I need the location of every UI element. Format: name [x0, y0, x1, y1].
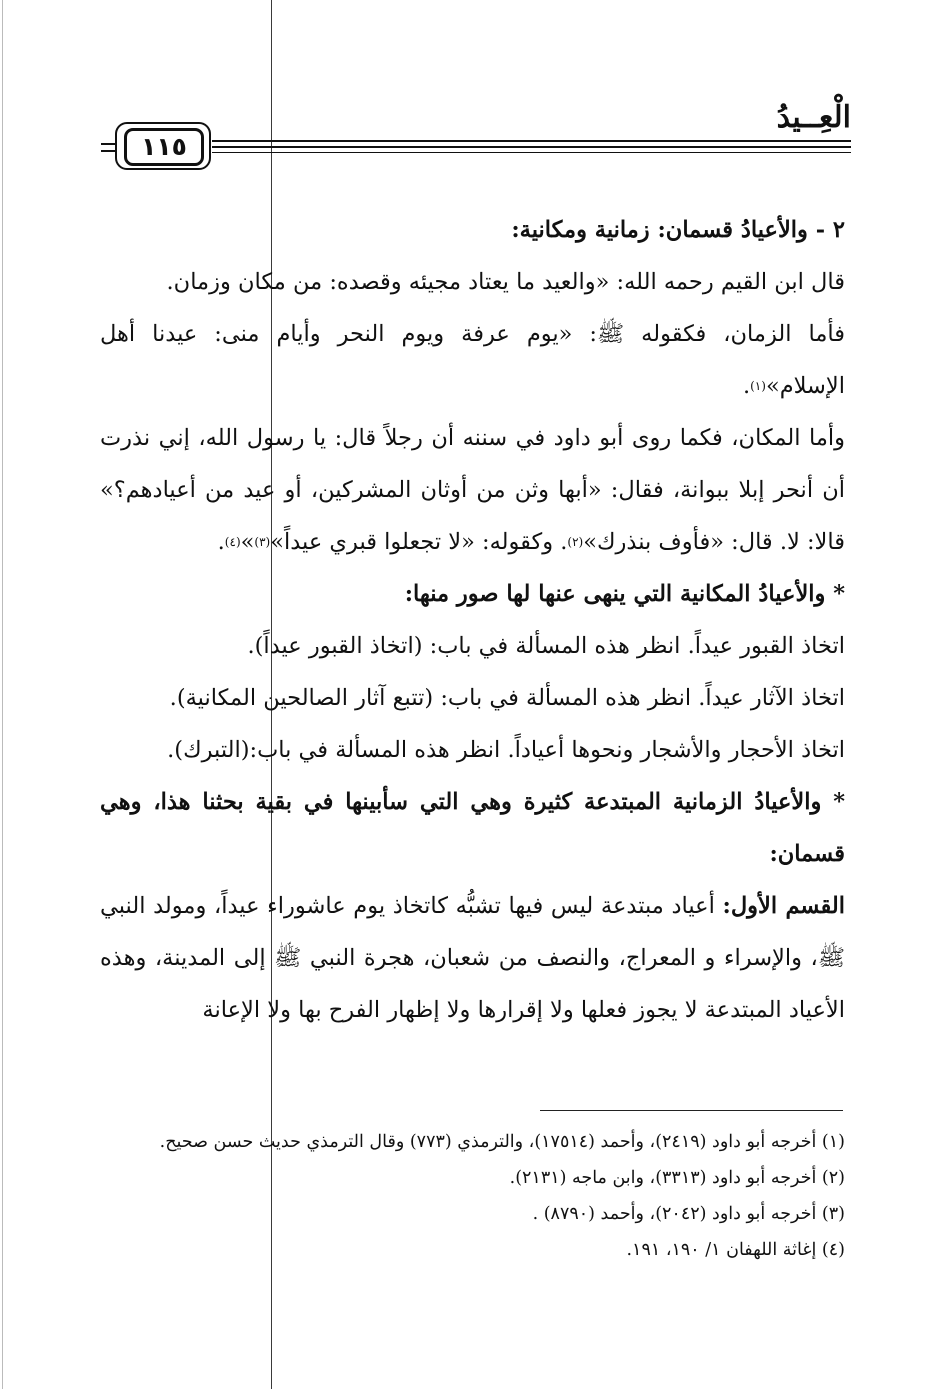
header-rule [212, 146, 851, 148]
footnote: (١) أخرجه أبو داود (٢٤١٩)، وأحمد (١٧٥١٤)، والترمذي (٧٧٣) وقال الترمذي حديث حسن صحيح. [159, 1132, 845, 1152]
header-rule-end [101, 150, 115, 152]
scan-edge-line [2, 0, 3, 1389]
footnote-ref: (١) [750, 379, 766, 393]
footnote-ref: (٢) [567, 535, 584, 549]
paragraph: وأما المكان، فكما روى أبو داود في سننه أن رجلاً قال: يا رسول الله، إني نذرت أن أنحر إبلا ببوانة، فقال: «أبها وثن من أوثان المشركين، أو عيد من أعيادهم؟» قالا: لا. قال: «فأوف بنذرك»$^{(٢)}$. وكقوله: «لا تجعلوا قبري عيداً»$^{(٣)}$»$^{(٤)}$. [100, 425, 845, 555]
footnote: (٣) أخرجه أبو داود (٢٠٤٢)، وأحمد (٨٧٩٠) . [532, 1204, 845, 1224]
header-rule-end [101, 143, 115, 145]
header-rule [212, 140, 851, 142]
subheading: * والأعيادُ المكانية التي ينهى عنها لها صور منها: [404, 581, 845, 607]
footnote-ref: (٣) [254, 535, 271, 549]
footnote-ref: (٤) [224, 535, 241, 549]
list-item: اتخاذ القبور عيداً. انظر هذه المسألة في باب: (اتخاذ القبور عيداً). [247, 633, 845, 659]
footnote: (٢) أخرجه أبو داود (٣٣١٣)، وابن ماجه (٢١٣١). [509, 1168, 845, 1188]
footnotes [100, 1124, 845, 1268]
running-header-title: الْعِــيدُ [776, 100, 851, 135]
paragraph: قال ابن القيم رحمه الله: «والعيد ما يعتاد مجيئه وقصده: من مكان وزمان. [166, 269, 845, 295]
page-number: ١١٥ [124, 128, 204, 166]
list-item: اتخاذ الأحجار والأشجار ونحوها أعياداً. انظر هذه المسألة في باب:(التبرك). [167, 737, 845, 763]
list-item: اتخاذ الآثار عيداً. انظر هذه المسألة في باب: (تتبع آثار الصالحين المكانية). [169, 685, 845, 711]
header-rule [212, 152, 851, 153]
subheading: * والأعيادُ الزمانية المبتدعة كثيرة وهي التي سأبينها في بقية بحثنا هذا، وهي قسمان: [100, 789, 845, 867]
footnote: (٤) إغاثة اللهفان ١/ ١٩٠، ١٩١. [626, 1240, 845, 1260]
footnote-separator [540, 1110, 843, 1111]
section-heading: ٢ - والأعيادُ قسمان: زمانية ومكانية: [511, 217, 845, 243]
main-text [100, 204, 845, 1036]
paragraph: فأما الزمان، فكقوله ﷺ: «يوم عرفة ويوم النحر وأيام منى: عيدنا أهل الإسلام»$^{(١)}$. [100, 321, 845, 399]
paragraph: القسم الأول: أعياد مبتدعة ليس فيها تشبُّه كاتخاذ يوم عاشوراء عيداً، ومولد النبي ﷺ، والإسراء و المعراج، والنصف من شعبان، هجرة النبي ﷺ إلى المدينة، وهذه الأعياد المبتدعة لا يجوز فعلها ولا إقرارها ولا إظهار الفرح بها ولا الإعانة [100, 893, 845, 1023]
